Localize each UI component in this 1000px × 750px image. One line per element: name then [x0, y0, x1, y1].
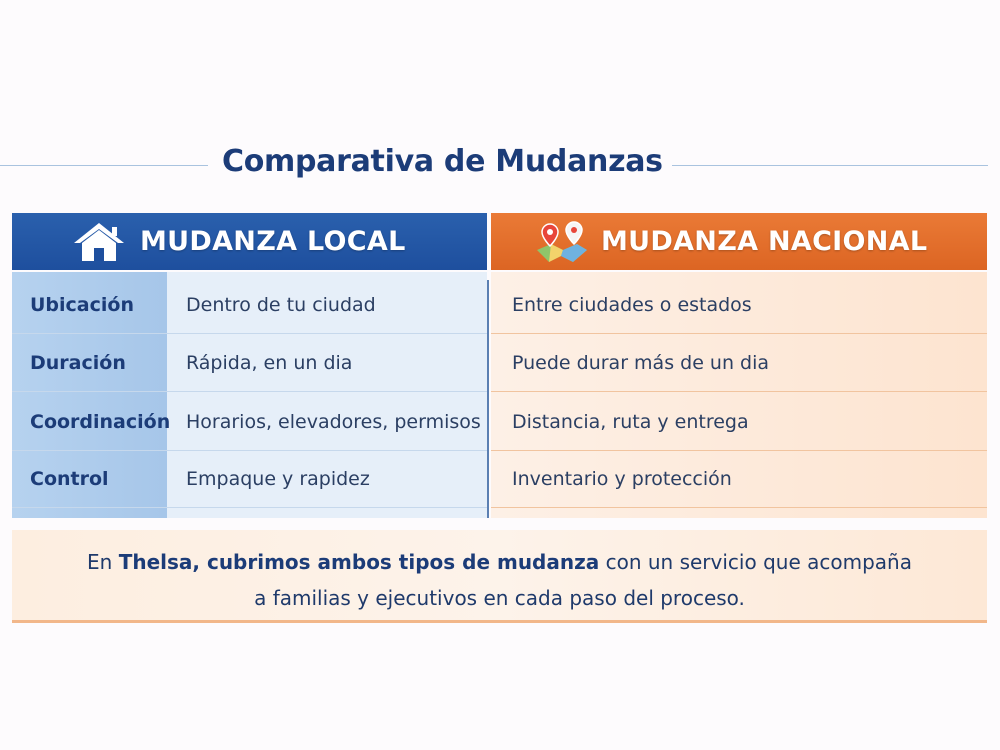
table-row: [12, 276, 987, 334]
header-local-label: MUDANZA LOCAL: [140, 226, 406, 257]
footer-prefix: En: [87, 550, 119, 574]
title-divider-left: [0, 165, 208, 166]
title-divider-right: [672, 165, 988, 166]
header-nacional-label: MUDANZA NACIONAL: [601, 226, 928, 257]
row-local-value: Dentro de tu ciudad: [186, 294, 376, 316]
row-nacional-value: Distancia, ruta y entrega: [512, 411, 749, 433]
row-separator: [12, 507, 487, 508]
row-nacional-value: Puede durar más de un dia: [512, 352, 770, 374]
row-local-value: Empaque y rapidez: [186, 468, 370, 490]
row-local-value: Horarios, elevadores, permisos: [186, 411, 481, 433]
footer-line-2: a familias y ejecutivos en cada paso del proceso.: [254, 586, 745, 610]
table-row: [12, 334, 987, 392]
table-row: [12, 393, 987, 451]
row-label: Coordinación: [30, 411, 171, 433]
title-row: [0, 140, 1000, 190]
footer-line-1: [12, 550, 987, 574]
footer-highlight: cubrimos ambos tipos de mudanza: [200, 550, 600, 574]
row-label: Duración: [30, 352, 126, 374]
house-icon: [72, 221, 126, 263]
footer-banner: [12, 530, 987, 623]
table-row: [12, 450, 987, 508]
row-local-value: Rápida, en un dia: [186, 352, 353, 374]
row-separator: [491, 391, 987, 392]
footer-brand: Thelsa,: [118, 550, 200, 574]
comparison-table: [12, 272, 987, 518]
row-separator: [12, 391, 487, 392]
page-title: Comparativa de Mudanzas: [222, 144, 663, 179]
row-label: Ubicación: [30, 294, 134, 316]
row-label: Control: [30, 468, 109, 490]
row-nacional-value: Inventario y protección: [512, 468, 732, 490]
row-nacional-value: Entre ciudades o estados: [512, 294, 752, 316]
header-mudanza-local: [12, 213, 487, 270]
header-mudanza-nacional: [491, 213, 987, 270]
row-separator: [491, 507, 987, 508]
map-pin-icon: [533, 220, 591, 264]
footer-rest: con un servicio que acompaña: [599, 550, 912, 574]
